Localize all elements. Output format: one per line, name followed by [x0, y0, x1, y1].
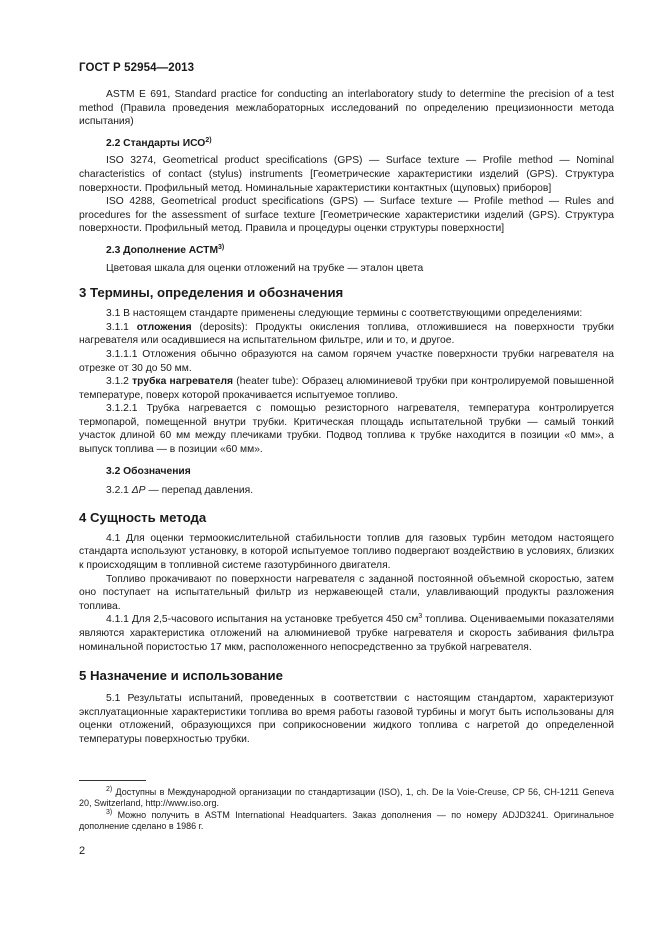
para-4-1-1 [79, 613, 614, 654]
page-content [79, 88, 614, 747]
section-title: 2.2 Стандарты ИСО [106, 137, 206, 149]
section-3-heading: 3 Термины, определения и обозначения [79, 285, 344, 301]
term: отложения [136, 321, 192, 333]
footnote-divider [79, 780, 146, 781]
footnote-text: Можно получить в ASTM International Headquarters. Заказ дополнения — по номеру ADJD3241. Оригинальное дополнение сделано в 1986 г. [79, 809, 614, 832]
footnote-ref: 2) [205, 136, 212, 144]
para-4-1-b: Топливо прокачивают по поверхности нагревателя с заданной постоянной объемной скоростью, затем оно поступает на испытательный фильтр из нержавеющей стали, улавливающий продукты разложения топлива. [79, 573, 614, 612]
footnotes [79, 787, 614, 833]
footnote-mark: 2) [106, 786, 113, 793]
clause-number: 3.2.1 [106, 485, 132, 497]
text-part: 4.1.1 Для 2,5-часового испытания на установке требуется 450 см [106, 614, 419, 626]
document-header: ГОСТ Р 52954—2013 [79, 62, 195, 74]
color-scale-paragraph: Цветовая шкала для оценки отложений на трубке — эталон цвета [106, 262, 424, 274]
clause-number: 3.1.2 [106, 376, 133, 388]
superscript: 3 [418, 613, 423, 621]
section-4-heading: 4 Сущность метода [79, 509, 207, 525]
footnote-2 [79, 787, 614, 810]
footnote-mark: 3) [106, 808, 113, 816]
definition: (deposits): Продукты окисления топлива, отложившиеся на поверхности трубки нагревателя или осадившиеся на испытательном фильтре, или и то, и другое. [79, 321, 615, 347]
iso-3274-paragraph: ISO 3274, Geometrical product specifications (GPS) — Surface texture — Profile method — Nominal characteristics of contact (stylus) instruments [Геометрические характеристики изделий (GPS). Структура поверхности. Профильный метод. Номинальные характеристики контактных (щуповых) приборов] [79, 155, 614, 194]
section-2-2-heading [106, 137, 614, 151]
page-number: 2 [79, 845, 86, 857]
footnote-text: Доступны в Международной организации по стандартизации (ISO), 1, ch. De la Voie-Creuse, CP 56, CH-1211 Geneva 20, Switzerland, http://www.iso.org. [79, 787, 614, 809]
section-5-heading: 5 Назначение и использование [79, 668, 283, 684]
definition: (heater tube): Образец алюминиевой трубки при контролируемой повышенной температуре, поверх которой прокачивается испытуемое топливо. [79, 376, 614, 401]
para-3-2-1 [79, 484, 614, 498]
para-3-1: 3.1 В настоящем стандарте применены следующие термины с соответствующими определениями: [106, 308, 583, 320]
section-2-3-heading [106, 244, 614, 258]
intro-paragraph: ASTM E 691, Standard practice for conducting an interlaboratory study to determine the precision of a test method (Правила проведения межлабораторных исследований по определению прецизионности метода испытания) [79, 89, 614, 128]
section-3-2-heading: 3.2 Обозначения [106, 465, 191, 477]
text-part: топлива. Оцениваемыми показателями являются характеристика отложений на алюминиевой трубке нагревателя и скорость забивания фильтра номинальной пористостью 17 мкм, расположенного непосредственно за трубкой нагревателя. [79, 614, 614, 653]
footnote-ref: 3) [218, 243, 225, 251]
symbol: ΔP [131, 485, 146, 497]
clause-number: 3.1.1 [106, 321, 137, 333]
term: трубка нагревателя [132, 376, 234, 388]
definition: — перепад давления. [145, 485, 254, 497]
para-5-1: 5.1 Результаты испытаний, проведенных в соответствии с настоящим стандартом, характеризуют эксплуатационные характеристики топлива во время работы газовой турбины и могут быть использованы для оценки отложений, образующихся при соприкосновении жидкого топлива с нагретой до определенной температуры поверхностью трубки. [79, 693, 614, 745]
iso-4288-paragraph: ISO 4288, Geometrical product specifications (GPS) — Surface texture — Profile method — Rules and procedures for the assessment of surface texture [Геометрические характеристики изделий (GPS). Структура поверхности. Профильный метод. Правила и процедуры оценки структуры поверхности] [79, 196, 614, 235]
para-3-1-1 [79, 321, 614, 348]
para-3-1-2 [79, 375, 614, 402]
section-title: 2.3 Дополнение АСТМ [106, 244, 219, 256]
para-4-1: 4.1 Для оценки термоокислительной стабильности топлив для газовых турбин методом настоящего стандарта используют установку, в которой испытуемое топливо подвергают воздействию в условиях, близких к происходящим в топливной системе газотурбинного двигателя. [79, 532, 614, 572]
footnote-3 [79, 810, 614, 833]
para-3-1-2-1: 3.1.2.1 Трубка нагревается с помощью резисторного нагревателя, температура контролируется термопарой, помещенной внутри трубки. Критическая площадь испытательной трубки — самый тонкий участок длиной 60 мм между плечиками трубки. Подвод топлива к трубке находится в позиции «0 мм», а выпуск топлива — в позиции «60 мм». [79, 403, 614, 456]
para-3-1-1-1: 3.1.1.1 Отложения обычно образуются на самом горячем участке поверхности трубки нагревателя на отрезке от 30 до 50 мм. [79, 348, 614, 374]
